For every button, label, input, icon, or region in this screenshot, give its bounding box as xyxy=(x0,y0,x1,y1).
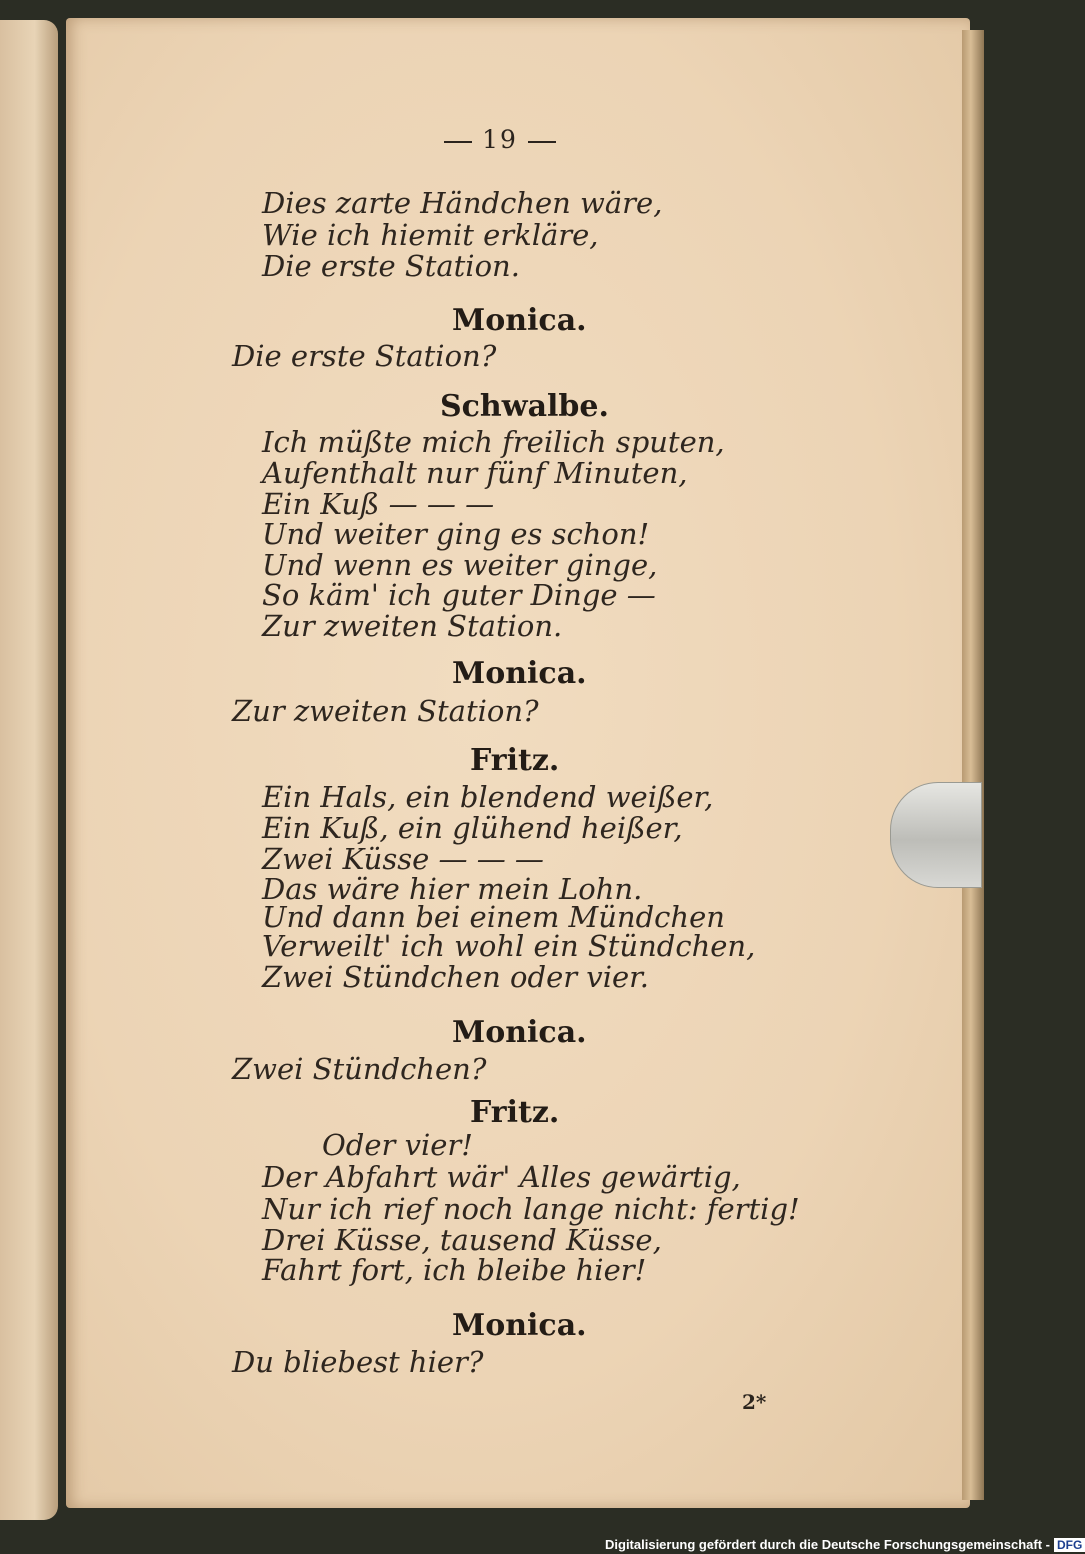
speaker-name: Fritz. xyxy=(470,1095,560,1130)
page-number: 19 xyxy=(0,125,1000,154)
reply-line: Du bliebest hier? xyxy=(232,1345,484,1379)
dfg-logo: DFG xyxy=(1054,1538,1085,1552)
verse-line: Zwei Küsse — — — xyxy=(262,842,544,876)
verse-line: Nur ich rief noch lange nicht: fertig! xyxy=(262,1192,800,1226)
verse-line: Drei Küsse, tausend Küsse, xyxy=(262,1223,662,1257)
reply-line: Die erste Station? xyxy=(232,339,497,373)
speaker-name: Fritz. xyxy=(470,743,560,778)
verse-line: Oder vier! xyxy=(322,1128,473,1162)
speaker-name: Monica. xyxy=(452,303,587,338)
verse-line: Und dann bei einem Mündchen xyxy=(262,900,725,934)
credit-text: Digitalisierung gefördert durch die Deutsche Forschungsgemeinschaft - xyxy=(605,1537,1050,1552)
verse-line: So käm' ich guter Dinge — xyxy=(262,578,656,612)
dash-right xyxy=(528,141,556,143)
dash-left xyxy=(444,141,472,143)
verse-line: Aufenthalt nur fünf Minuten, xyxy=(262,456,688,490)
digitization-credit xyxy=(605,1537,1085,1552)
speaker-name: Monica. xyxy=(452,1015,587,1050)
bookmark-tab xyxy=(890,782,982,888)
verse-line: Das wäre hier mein Lohn. xyxy=(262,872,643,906)
reply-line: Zur zweiten Station? xyxy=(232,694,539,728)
verse-line: Fahrt fort, ich bleibe hier! xyxy=(262,1253,647,1287)
verse-line: Der Abfahrt wär' Alles gewärtig, xyxy=(262,1160,741,1194)
verse-line: Ein Kuß, ein glühend heißer, xyxy=(262,811,683,845)
verse-line: Und wenn es weiter ginge, xyxy=(262,548,658,582)
verse-line: Zwei Stündchen oder vier. xyxy=(262,960,650,994)
verse-line: Ein Hals, ein blendend weißer, xyxy=(262,780,714,814)
verse-line: Die erste Station. xyxy=(262,249,520,283)
verse-line: Wie ich hiemit erkläre, xyxy=(262,218,599,252)
speaker-name: Schwalbe. xyxy=(440,389,609,424)
verse-line: Zur zweiten Station. xyxy=(262,609,563,643)
verse-line: Verweilt' ich wohl ein Stündchen, xyxy=(262,929,756,963)
reply-line: Zwei Stündchen? xyxy=(232,1052,487,1086)
page-edge-right xyxy=(962,30,984,1500)
speaker-name: Monica. xyxy=(452,1308,587,1343)
facing-page-edge xyxy=(0,20,58,1520)
speaker-name: Monica. xyxy=(452,656,587,691)
verse-line: Ein Kuß — — — xyxy=(262,487,495,521)
signature-mark: 2* xyxy=(742,1390,767,1414)
verse-line: Ich müßte mich freilich sputen, xyxy=(262,425,725,459)
verse-line: Dies zarte Händchen wäre, xyxy=(262,186,663,220)
verse-line: Und weiter ging es schon! xyxy=(262,517,650,551)
